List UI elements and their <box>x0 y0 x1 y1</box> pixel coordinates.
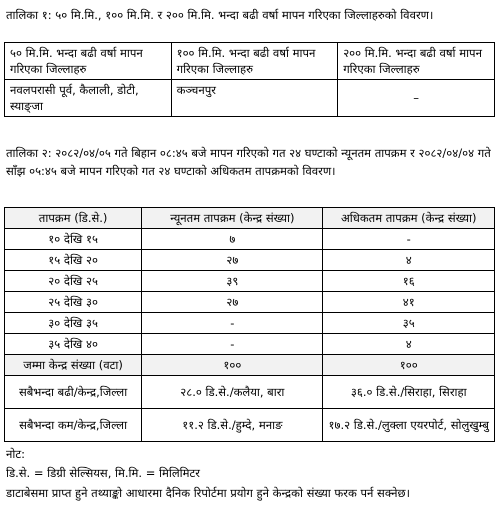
lowest-row <box>5 409 495 442</box>
notes-title: नोट: <box>6 447 26 461</box>
min-count-cell: २७ <box>142 250 323 271</box>
notes-line-2: डाटाबेसमा प्राप्त हुने तथ्याङ्को आधारमा दैनिक रिपोर्टमा प्रयोग हुने केन्द्रको संख्या फरक पर्न सक्नेछ। <box>6 486 410 500</box>
range-cell: २० देखि २५ <box>5 271 142 292</box>
table-row <box>5 292 495 313</box>
max-count-cell: १६ <box>323 271 495 292</box>
header-temperature: तापक्रम (डि.से.) <box>5 208 142 229</box>
max-count-cell: - <box>323 229 495 250</box>
header-min-temp: न्यूनतम तापक्रम (केन्द्र संख्या) <box>142 208 323 229</box>
range-cell: ३५ देखि ४० <box>5 334 142 355</box>
range-cell: १० देखि १५ <box>5 229 142 250</box>
min-count-cell: २७ <box>142 292 323 313</box>
table2-caption: तालिका २: २०८२/०४/०५ गते बिहान ०८:४५ बजे मापन गरिएको गत २४ घण्टाको न्यूनतम तापक्रम र २०८२/०४/०४ गते साँझ ०५:४५ बजे मापन गरिएको गत २४ घण्टाको अधिकतम तापक्रमको विवरण। <box>6 146 491 178</box>
table-row <box>5 229 495 250</box>
range-cell: १५ देखि २० <box>5 250 142 271</box>
table-row <box>5 80 495 117</box>
notes-line-1: डि.से. = डिग्री सेल्सियस, मि.मि. = मिलिमिटर <box>6 466 200 480</box>
table-row <box>5 313 495 334</box>
districts-200mm: – <box>338 80 495 117</box>
highest-max: ३६.० डि.से./सिराहा, सिराहा <box>323 376 495 409</box>
table1-caption: तालिका १: ५० मि.मि., १०० मि.मि. र २०० मि.मि. भन्दा बढी वर्षा मापन गरिएका जिल्लाहरुको विवरण। <box>6 8 434 22</box>
max-count-cell: ४ <box>323 250 495 271</box>
lowest-max: १७.२ डि.से./लुक्ला एयरपोर्ट, सोलुखुम्बु <box>323 409 495 442</box>
lowest-label: सबैभन्दा कम/केन्द्र,जिल्ला <box>5 409 142 442</box>
total-row <box>5 355 495 376</box>
table-row <box>5 271 495 292</box>
header-100mm: १०० मि.मि. भन्दा बढी वर्षा मापन गरिएका जिल्लाहरु <box>171 43 338 80</box>
range-cell: २५ देखि ३० <box>5 292 142 313</box>
header-200mm: २०० मि.मि. भन्दा बढी वर्षा मापन गरिएका जिल्लाहरु <box>338 43 495 80</box>
lowest-min: ११.२ डि.से./हुम्दे, मनाङ <box>142 409 323 442</box>
rainfall-districts-table <box>4 42 495 117</box>
table-header-row <box>5 43 495 80</box>
min-count-cell: - <box>142 313 323 334</box>
districts-100mm: कञ्चनपुर <box>171 80 338 117</box>
total-label: जम्मा केन्द्र संख्या (वटा) <box>5 355 142 376</box>
max-count-cell: ४ <box>323 334 495 355</box>
total-min: १०० <box>142 355 323 376</box>
header-max-temp: अधिकतम तापक्रम (केन्द्र संख्या) <box>323 208 495 229</box>
header-50mm: ५० मि.मि. भन्दा बढी वर्षा मापन गरिएका जिल्लाहरु <box>5 43 172 80</box>
min-count-cell: ३९ <box>142 271 323 292</box>
highest-label: सबैभन्दा बढी/केन्द्र,जिल्ला <box>5 376 142 409</box>
highest-min: २८.० डि.से./कलैया, बारा <box>142 376 323 409</box>
min-count-cell: - <box>142 334 323 355</box>
min-count-cell: ७ <box>142 229 323 250</box>
table-header-row <box>5 208 495 229</box>
temperature-table <box>4 207 495 442</box>
max-count-cell: ३५ <box>323 313 495 334</box>
range-cell: ३० देखि ३५ <box>5 313 142 334</box>
total-max: १०० <box>323 355 495 376</box>
max-count-cell: ४१ <box>323 292 495 313</box>
highest-row <box>5 376 495 409</box>
table-row <box>5 334 495 355</box>
table-row <box>5 250 495 271</box>
districts-50mm: नवलपरासी पूर्व, कैलाली, डोटी, स्याङ्जा <box>5 80 172 117</box>
